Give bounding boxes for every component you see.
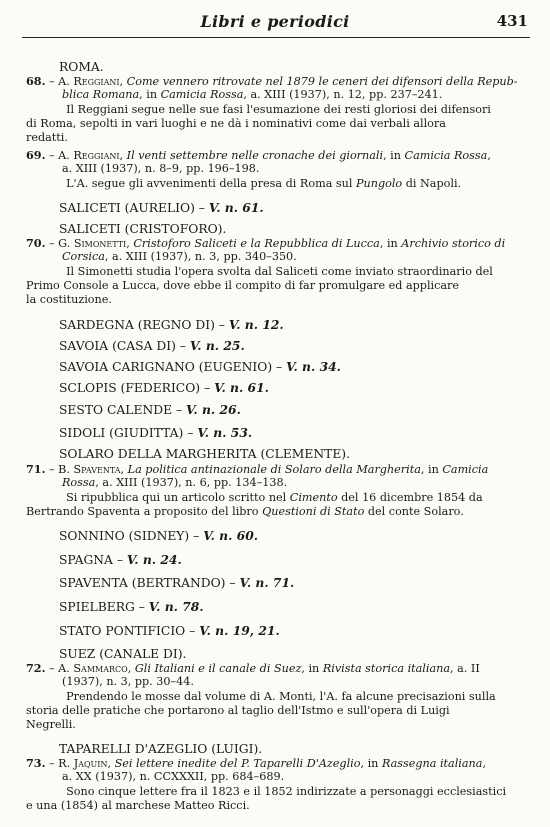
text-line: 72. – A. Sammarco, Gli Italiani e il canale di Suez, in Rivista storica italiana, a. II [26, 661, 480, 675]
text-line: Bertrando Spaventa a proposito del libro Questioni di Stato del conte Solaro. [26, 505, 464, 518]
text-line: SONNINO (SIDNEY) – V. n. 60. [59, 528, 259, 543]
text-line: a. XX (1937), n. CCXXXII, pp. 684–689. [62, 770, 285, 783]
text-line: TAPARELLI D'AZEGLIO (LUIGI). [59, 742, 263, 756]
text-line: SOLARO DELLA MARGHERITA (CLEMENTE). [59, 447, 351, 461]
text-line: Sono cinque lettere fra il 1823 e il 1852 indirizzate a personaggi ecclesiastici [59, 785, 507, 798]
text-line: Si ripubblica qui un articolo scritto nel Cimento del 16 dicembre 1854 da [59, 491, 483, 504]
text-line: e una (1854) al marchese Matteo Ricci. [26, 799, 250, 812]
text-line: la costituzione. [26, 293, 112, 306]
text-line: ROMA. [59, 60, 104, 74]
header-rule [22, 37, 530, 38]
text-line: blica Romana, in Camicia Rossa, a. XIII (1937), n. 12, pp. 237–241. [62, 88, 443, 101]
text-line: SIDOLI (GIUDITTA) – V. n. 53. [59, 425, 253, 440]
text-line: 69. – A. Reggiani, Il venti settembre nelle cronache dei giornali, in Camicia Rossa, [26, 148, 491, 162]
text-line: Primo Console a Lucca, dove ebbe il compito di far promulgare ed applicare [26, 279, 460, 292]
text-line: SARDEGNA (REGNO DI) – V. n. 12. [59, 317, 284, 332]
text-line: Il Reggiani segue nelle sue fasi l'esumazione dei resti gloriosi dei difensori [59, 103, 491, 116]
text-line: 71. – B. Spaventa, La politica antinazionale di Solaro della Margherita, in Camicia [26, 462, 489, 476]
text-line: a. XIII (1937), n. 8–9, pp. 196–198. [62, 162, 260, 175]
text-line: SAVOIA (CASA DI) – V. n. 25. [59, 338, 245, 353]
text-line: SPAGNA – V. n. 24. [59, 552, 182, 567]
text-line: STATO PONTIFICIO – V. n. 19, 21. [59, 623, 280, 638]
text-line: SPIELBERG – V. n. 78. [59, 599, 204, 614]
text-line: Negrelli. [26, 718, 76, 731]
text-line: SALICETI (AURELIO) – V. n. 61. [59, 200, 264, 215]
text-line: 73. – R. Jaquin, Sei lettere inedite del P. Taparelli D'Azeglio, in Rassegna italiana, [26, 756, 486, 770]
text-line: di Roma, sepolti in vari luoghi e ne dà i nominativi come dai verbali allora [26, 117, 446, 130]
text-line: (1937), n. 3, pp. 30–44. [62, 675, 194, 688]
page-number: 431 [496, 12, 528, 30]
text-line: storia delle pratiche che portarono al taglio dell'Istmo e sull'opera di Luigi [26, 704, 450, 717]
text-line: Il Simonetti studia l'opera svolta dal Saliceti come inviato straordinario del [59, 265, 493, 278]
text-line: SAVOIA CARIGNANO (EUGENIO) – V. n. 34. [59, 359, 341, 374]
text-line: 70. – G. Simonetti, Cristoforo Saliceti e la Repubblica di Lucca, in Archivio storico di [26, 236, 506, 250]
text-line: L'A. segue gli avvenimenti della presa di Roma sul Pungolo di Napoli. [59, 177, 462, 190]
text-line: SUEZ (CANALE DI). [59, 647, 187, 661]
text-line: SPAVENTA (BERTRANDO) – V. n. 71. [59, 575, 295, 590]
text-line: redatti. [26, 131, 68, 144]
text-line: SCLOPIS (FEDERICO) – V. n. 61. [59, 380, 269, 395]
text-line: SALICETI (CRISTOFORO). [59, 222, 227, 236]
text-line: 68. – A. Reggiani, Come vennero ritrovate nel 1879 le ceneri dei difensori della Repub- [26, 74, 518, 88]
text-line: Rossa, a. XIII (1937), n. 6, pp. 134–138. [62, 476, 288, 489]
text-line: SESTO CALENDE – V. n. 26. [59, 402, 241, 417]
running-head-title: Libri e periodici [200, 12, 350, 31]
text-line: Corsica, a. XIII (1937), n. 3, pp. 340–350. [62, 250, 297, 263]
text-line: Prendendo le mosse dal volume di A. Monti, l'A. fa alcune precisazioni sulla [59, 690, 496, 703]
